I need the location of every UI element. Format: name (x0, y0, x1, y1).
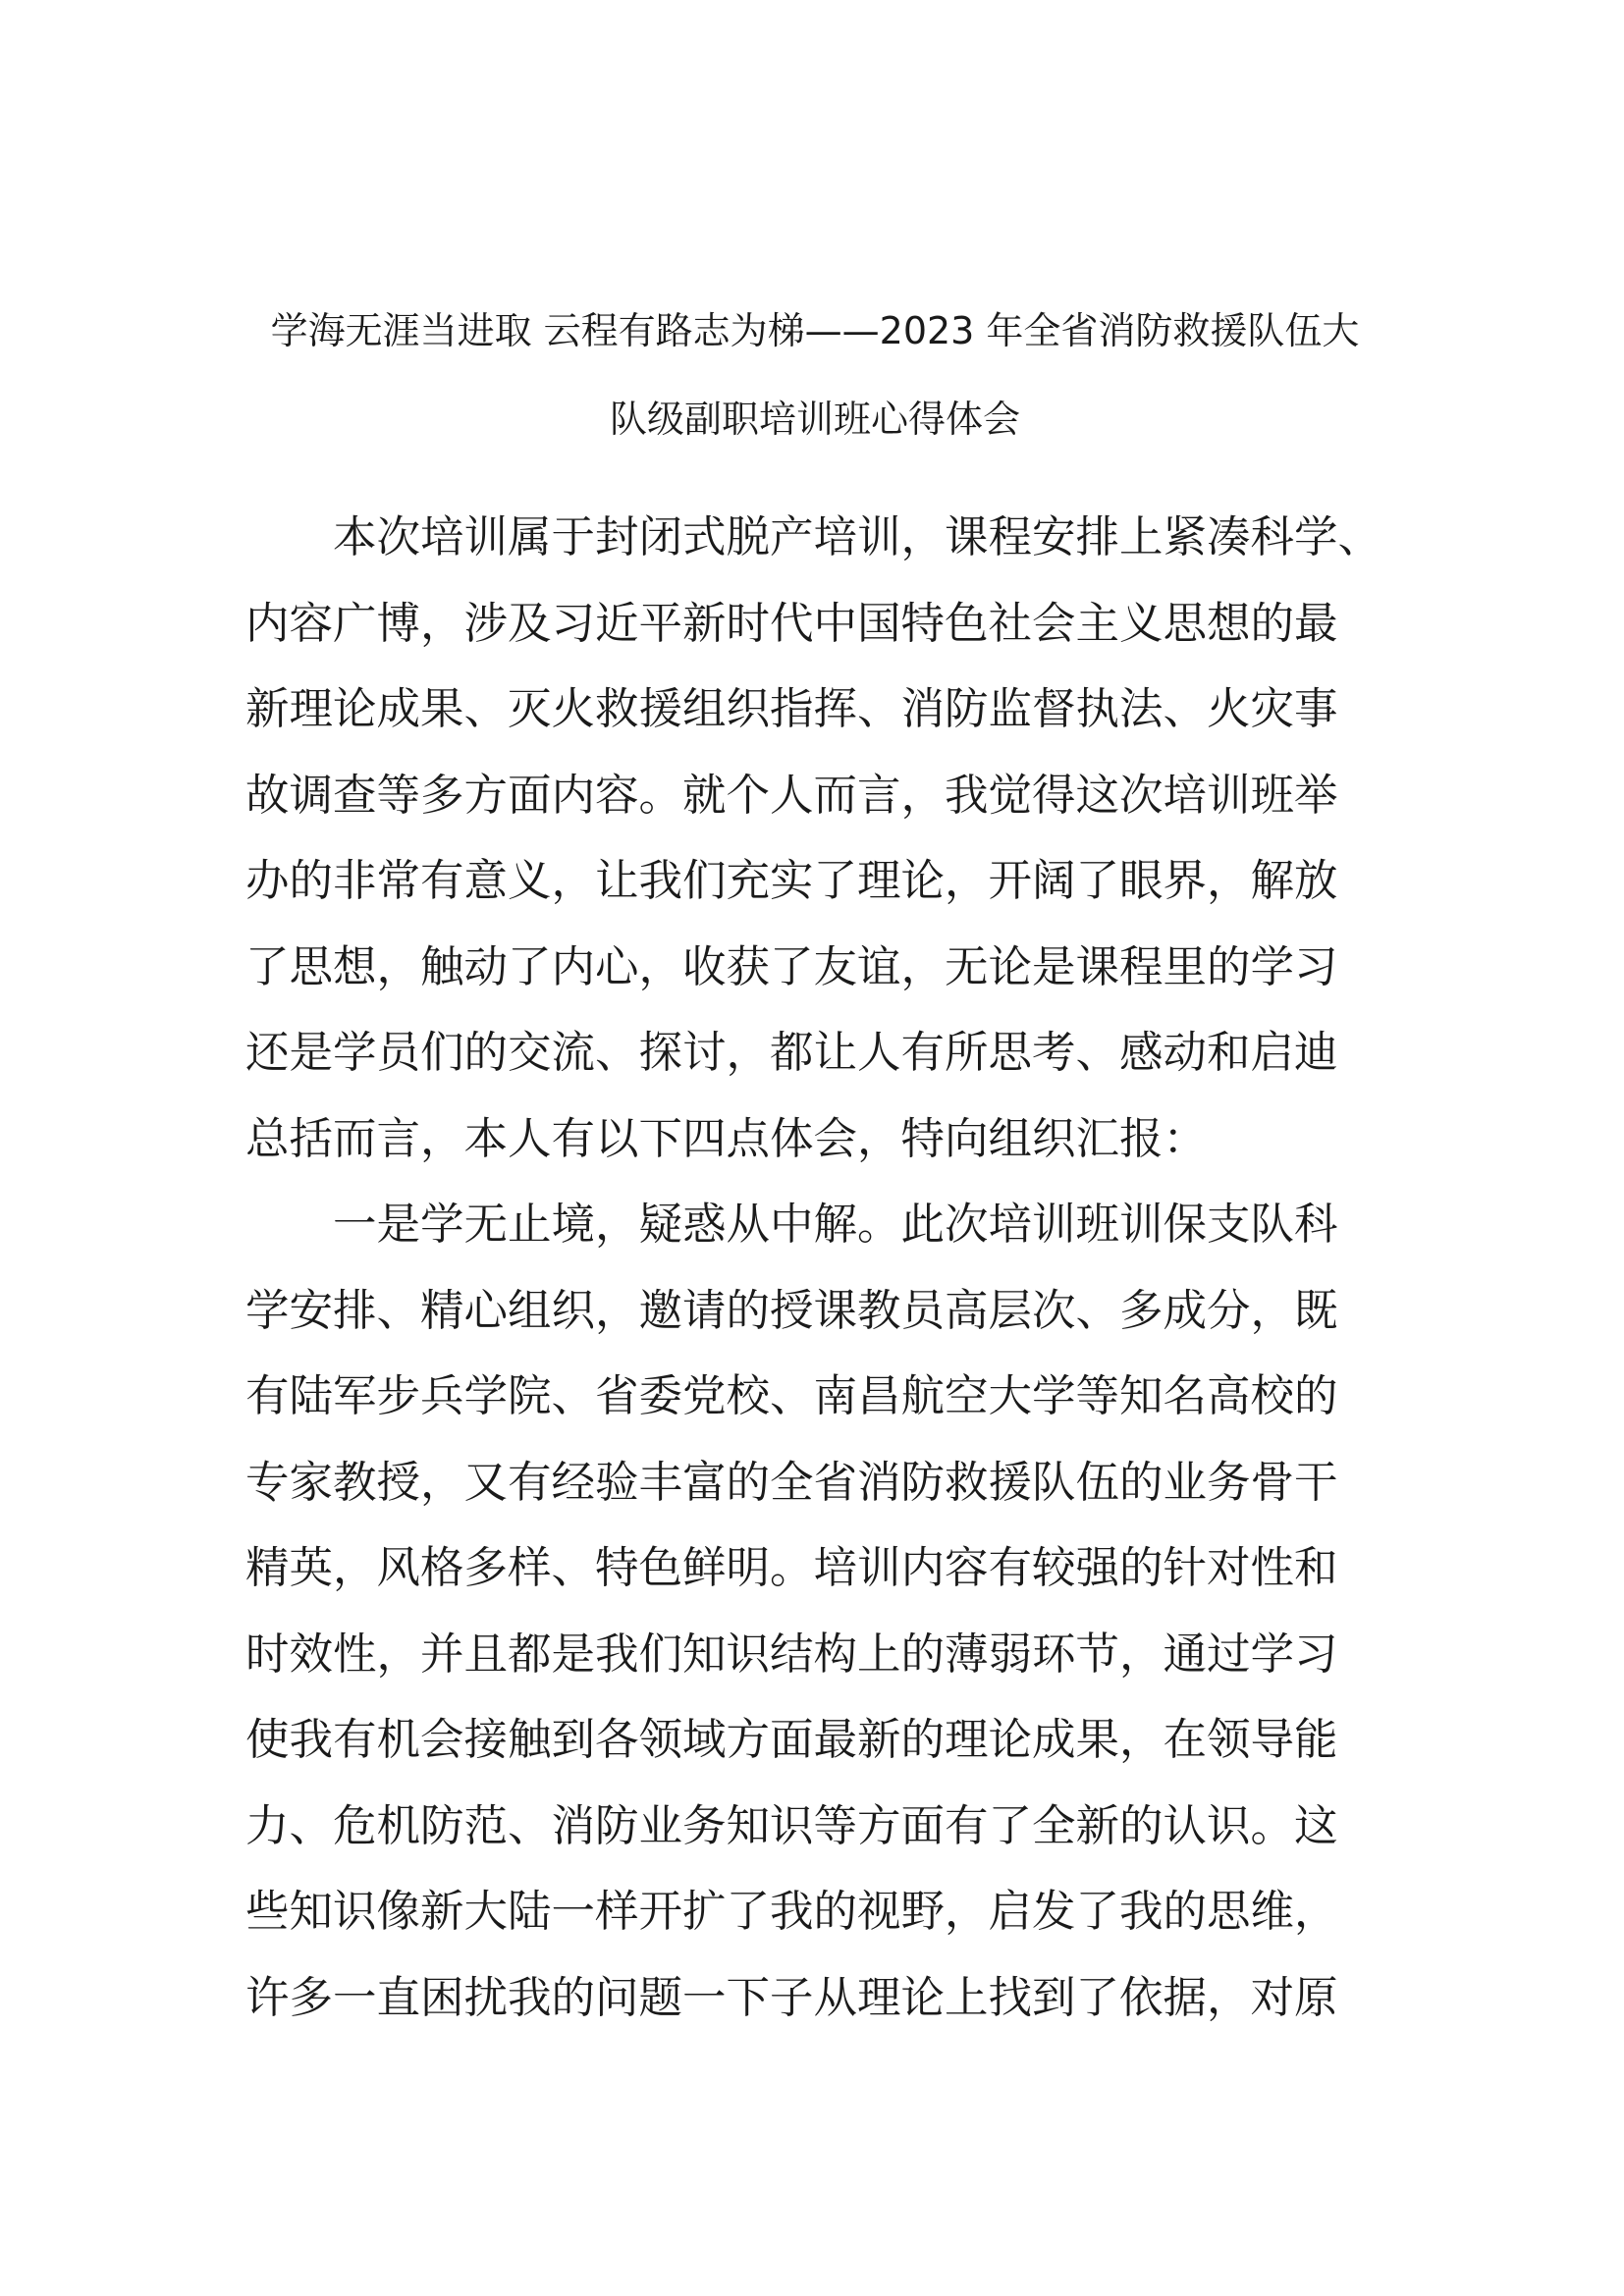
paragraph-2-line: 些知识像新大陆一样开扩了我的视野，启发了我的思维， (245, 1887, 1338, 1937)
paragraph-1-line: 新理论成果、灭火救援组织指挥、消防监督执法、火灾事 (245, 684, 1338, 734)
paragraph-2-line: 学安排、精心组织，邀请的授课教员高层次、多成分，既 (245, 1285, 1338, 1336)
paragraph-1-line: 办的非常有意义，让我们充实了理论，开阔了眼界，解放 (245, 856, 1338, 906)
paragraph-2-line: 使我有机会接触到各领域方面最新的理论成果，在领导能 (245, 1715, 1338, 1765)
paragraph-2-line: 专家教授，又有经验丰富的全省消防救援队伍的业务骨干 (245, 1457, 1338, 1508)
paragraph-1-line: 本次培训属于封闭式脱产培训，课程安排上紧凑科学、 (333, 512, 1382, 562)
document-title (226, 287, 1404, 463)
paragraph-2-line: 有陆军步兵学院、省委党校、南昌航空大学等知名高校的 (245, 1371, 1338, 1421)
paragraph-1-line: 总括而言，本人有以下四点体会，特向组织汇报： (245, 1113, 1208, 1164)
paragraph-1-line: 了思想，触动了内心，收获了友谊，无论是课程里的学习 (245, 941, 1338, 992)
paragraph-2-line: 时效性，并且都是我们知识结构上的薄弱环节，通过学习 (245, 1629, 1338, 1680)
paragraph-2-line: 力、危机防范、消防业务知识等方面有了全新的认识。这 (245, 1800, 1338, 1851)
document-body (245, 495, 1394, 2041)
title-line: 学海无涯当进取 云程有路志为梯——2023 年全省消防救援队伍大 (270, 309, 1360, 352)
paragraph-2-line: 一是学无止境，疑惑从中解。此次培训班训保支队科 (333, 1200, 1338, 1250)
title-line: 队级副职培训班心得体会 (609, 398, 1020, 441)
paragraph-2-line: 精英，风格多样、特色鲜明。培训内容有较强的针对性和 (245, 1543, 1338, 1593)
paragraph-1-line: 故调查等多方面内容。就个人而言，我觉得这次培训班举 (245, 770, 1338, 821)
paragraph-1-line: 内容广博，涉及习近平新时代中国特色社会主义思想的最 (245, 598, 1338, 649)
paragraph-2-line: 许多一直困扰我的问题一下子从理论上找到了依据，对原 (245, 1972, 1338, 2023)
paragraph-1-line: 还是学员们的交流、探讨，都让人有所思考、感动和启迪 (245, 1028, 1338, 1078)
